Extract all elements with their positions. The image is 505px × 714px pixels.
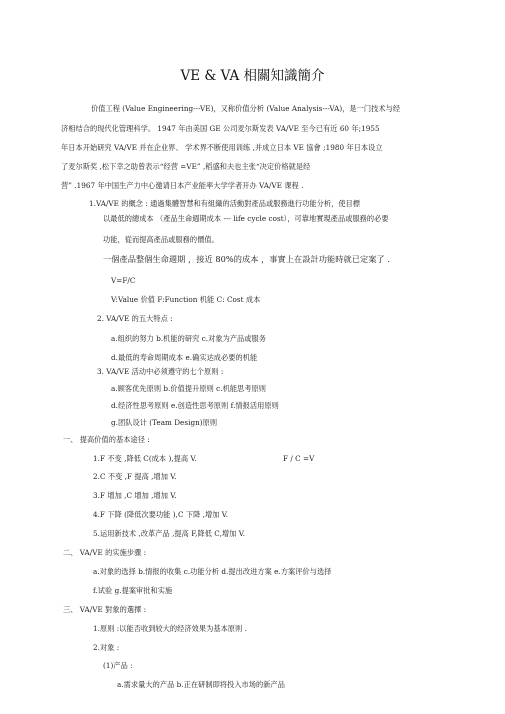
intro-line-1: 价值工程 (Value Engineering---VE)，又称价值分析 (Value Analysis---VA)，是一门技术与经	[91, 104, 401, 113]
intro-line-3: 年日本开始研究 VA/VE 并在企业界、 学术界不断使用训练 ,并成立日本 VE 協會 ;1980 年日本设立	[61, 143, 383, 152]
concept-line-3: 功能，從而提高產品或服務的價值。	[103, 235, 219, 244]
value-formula: V=F/C	[111, 276, 136, 285]
intro-line-4: 了麦尔斯奖 ,松下幸之助曾表示“经营 =VE” ,稻盛和夫也主张“决定价格就是经	[61, 162, 311, 171]
section1-item-4: 4.F 下降 (降低次要功能 ),C 下降 ,增加 V.	[93, 510, 229, 519]
principles-row-3: g.团队设计 (Team Design)原则	[111, 418, 218, 427]
section2-heading: 二、 VA/VE 的实施步骤 :	[63, 548, 147, 557]
lifecycle-note: 一個產品整個生命週期 ，接近 80%的成本 ，事實上在設計功能時就已定案了 .	[103, 254, 390, 264]
section2-row-1: a.对象的选择 b.情报的收集 c.功能分析 d.提出改进方案 e.方案评价与选择	[93, 567, 332, 576]
concept-line-1: 1.VA/VE 的概念 : 通過集體智慧和有組織的活動對產品或服務進行功能分析，使目標	[89, 199, 361, 208]
principles-row-2: d.经济性思考原则 e.创造性思考原则 f.情报活用原则	[111, 401, 279, 410]
intro-line-5: 营” .1967 年中国生产力中心邀请日本产业能率大学学者开办 VA/VE 课程 .	[61, 181, 304, 190]
formula-legend: V:Value 价值 F:Function 机能 C: Cost 成本	[111, 295, 261, 304]
section1-item-3: 3.F 增加 ,C 增加 ,增加 V.	[93, 491, 177, 500]
section3-item-2a: (1)产品 :	[103, 661, 133, 670]
principles-heading: 3. VA/VE 活动中必须遵守的七个原则 :	[97, 367, 224, 376]
section1-item-5: 5.运用新技术 ,改革产品 ,提高 F,降低 C,增加 V.	[93, 529, 246, 538]
document-title: VE & VA 相關知識簡介	[180, 68, 325, 84]
principles-row-1: a.顾客优先原则 b.价值提升原则 c.机能思考原则	[111, 384, 267, 393]
section1-side-formula: F / C =V	[283, 454, 315, 463]
section1-item-1: 1.F 不变 ,降低 C(成本 ),提高 V.	[93, 454, 197, 463]
features-row-2: d.最低的寿命周期成本 e.确实达成必要的机能	[111, 353, 258, 362]
section1-heading: 一、 提高价值的基本途径 :	[63, 435, 150, 444]
section3-item-2: 2.对象 :	[93, 643, 120, 652]
section3-item-2a-row: a.需求量大的产品 b.正在研制即将投入市场的新产品	[117, 680, 285, 689]
features-heading: 2. VA/VE 的五大特点 :	[97, 314, 173, 323]
section2-row-2: f.试验 g.提案审批和实施	[93, 586, 173, 595]
section1-item-2: 2.C 不变 ,F 提高 ,增加 V.	[93, 472, 177, 481]
section3-item-1: 1.原则 :以能否收到较大的经济效果为基本原则 .	[93, 624, 247, 633]
concept-line-2: 以最低的總成本 （產品生命週期成本 --- life cycle cost），可靠地實現產品或服務的必要	[103, 214, 389, 223]
section3-heading: 三、 VA/VE 對象的選擇 :	[63, 605, 147, 614]
features-row-1: a.组织的努力 b.机能的研究 c.对象为产品或服务	[111, 334, 267, 343]
intro-line-2: 济相结合的现代化管理科学。 1947 年由美国 GE 公司麦尔斯发表 VA/VE 至今已有近 60 年;1955	[61, 124, 380, 133]
